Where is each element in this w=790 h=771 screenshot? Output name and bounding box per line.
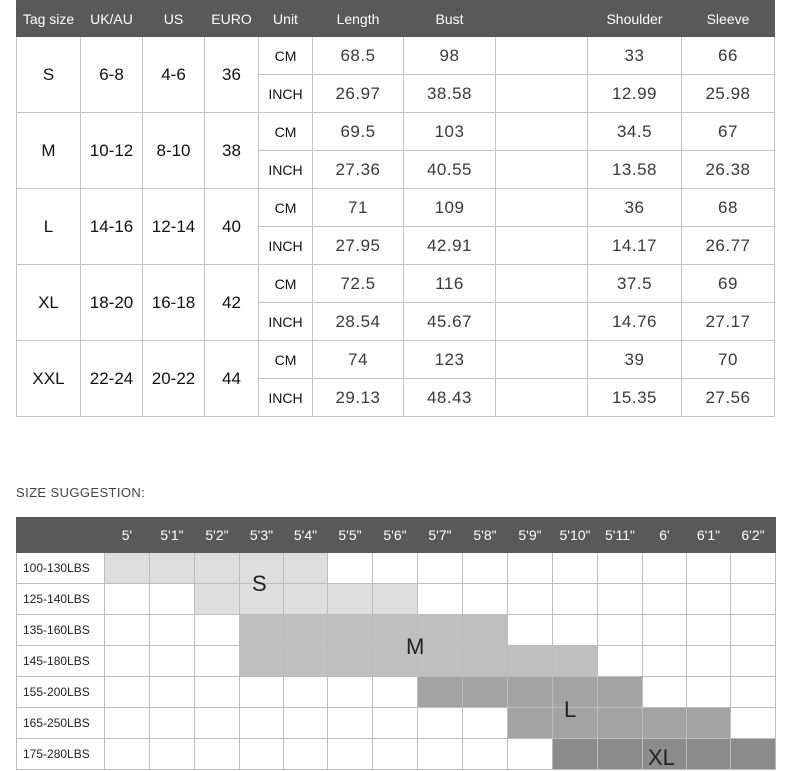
shoulder-cell: 12.99 [588,75,682,113]
height-header: 5'8" [463,518,508,553]
grid-cell-empty [373,739,418,770]
blank-cell [496,151,588,189]
grid-cell-empty [240,708,284,739]
grid-cell-empty [553,615,598,646]
height-header: 5'9" [508,518,553,553]
grid-cell-s [195,584,240,615]
grid-cell-xl [553,739,598,770]
us-size-cell: 4-6 [143,37,205,113]
grid-cell-empty [105,739,150,770]
bust-cell: 116 [404,265,496,303]
size-col-header: Unit [259,1,313,37]
grid-cell-l [463,677,508,708]
height-header: 5'5" [328,518,373,553]
grid-cell-empty [731,584,776,615]
weight-row [17,615,776,646]
sleeve-cell: 70 [682,341,775,379]
grid-cell-empty [687,646,731,677]
grid-cell-m [463,646,508,677]
shoulder-cell: 37.5 [588,265,682,303]
grid-cell-xl [598,739,643,770]
grid-cell-empty [463,708,508,739]
size-col-header: Sleeve [682,1,775,37]
euro-size-cell: 38 [205,113,259,189]
shoulder-cell: 39 [588,341,682,379]
grid-cell-s [284,553,328,584]
length-cell: 72.5 [313,265,404,303]
sleeve-cell: 26.77 [682,227,775,265]
bust-cell: 103 [404,113,496,151]
shoulder-cell: 33 [588,37,682,75]
grid-cell-empty [373,677,418,708]
height-header: 5' [105,518,150,553]
grid-cell-m [463,615,508,646]
size-col-header: Length [313,1,404,37]
bust-cell: 98 [404,37,496,75]
grid-cell-empty [328,553,373,584]
size-col-header: Bust [404,1,496,37]
height-header: 5'4" [284,518,328,553]
size-col-header: UK/AU [81,1,143,37]
grid-cell-l [687,708,731,739]
sleeve-cell: 67 [682,113,775,151]
unit-cell: INCH [259,379,313,417]
height-header: 6' [643,518,687,553]
uk-size-cell: 18-20 [81,265,143,341]
grid-cell-empty [687,615,731,646]
weight-row [17,553,776,584]
us-size-cell: 12-14 [143,189,205,265]
grid-cell-s [105,553,150,584]
blank-cell [496,265,588,303]
grid-cell-m [240,646,284,677]
size-col-header: EURO [205,1,259,37]
grid-cell-empty [284,739,328,770]
grid-cell-empty [195,739,240,770]
shoulder-cell: 34.5 [588,113,682,151]
grid-cell-empty [598,646,643,677]
size-row-cm [17,113,775,151]
weight-label: 145-180LBS [17,646,105,677]
bust-cell: 40.55 [404,151,496,189]
weight-row [17,584,776,615]
grid-cell-m [328,646,373,677]
grid-cell-empty [553,553,598,584]
height-header: 5'6" [373,518,418,553]
length-cell: 71 [313,189,404,227]
uk-size-cell: 6-8 [81,37,143,113]
grid-cell-empty [463,584,508,615]
grid-cell-empty [328,739,373,770]
grid-cell-empty [731,646,776,677]
size-tag-cell: XXL [17,341,81,417]
shoulder-cell: 14.76 [588,303,682,341]
grid-cell-empty [195,646,240,677]
grid-cell-empty [418,708,463,739]
unit-cell: CM [259,341,313,379]
grid-cell-empty [508,739,553,770]
uk-size-cell: 14-16 [81,189,143,265]
us-size-cell: 8-10 [143,113,205,189]
sleeve-cell: 25.98 [682,75,775,113]
grid-cell-s [373,584,418,615]
length-cell: 26.97 [313,75,404,113]
grid-cell-empty [328,677,373,708]
grid-cell-m [553,646,598,677]
bust-cell: 123 [404,341,496,379]
grid-cell-empty [598,553,643,584]
weight-label: 155-200LBS [17,677,105,708]
us-size-cell: 16-18 [143,265,205,341]
shoulder-cell: 15.35 [588,379,682,417]
blank-cell [496,379,588,417]
bust-cell: 42.91 [404,227,496,265]
grid-cell-empty [687,677,731,708]
grid-cell-empty [418,739,463,770]
sleeve-cell: 66 [682,37,775,75]
weight-label: 135-160LBS [17,615,105,646]
grid-cell-empty [284,708,328,739]
grid-cell-empty [418,553,463,584]
grid-cell-l [598,708,643,739]
grid-cell-empty [150,677,195,708]
length-cell: 27.95 [313,227,404,265]
grid-cell-empty [643,677,687,708]
grid-cell-empty [687,584,731,615]
grid-cell-empty [508,553,553,584]
height-header: 5'11" [598,518,643,553]
grid-cell-l [508,708,553,739]
grid-cell-empty [643,553,687,584]
blank-cell [496,303,588,341]
grid-cell-empty [150,646,195,677]
grid-cell-m [328,615,373,646]
sleeve-cell: 27.56 [682,379,775,417]
size-tag-cell: L [17,189,81,265]
grid-cell-empty [463,553,508,584]
grid-cell-empty [418,584,463,615]
height-header: 5'10" [553,518,598,553]
grid-cell-empty [328,708,373,739]
size-tag-cell: XL [17,265,81,341]
grid-cell-empty [463,739,508,770]
grid-cell-empty [643,615,687,646]
shoulder-cell: 14.17 [588,227,682,265]
grid-cell-empty [195,708,240,739]
grid-cell-m [508,646,553,677]
height-header: 5'3" [240,518,284,553]
blank-cell [496,227,588,265]
grid-cell-l [643,708,687,739]
weight-row [17,708,776,739]
zone-label-xl: XL [648,745,675,770]
size-tag-cell: M [17,113,81,189]
grid-cell-empty [508,615,553,646]
length-cell: 28.54 [313,303,404,341]
grid-cell-m [240,615,284,646]
bust-cell: 45.67 [404,303,496,341]
unit-cell: INCH [259,227,313,265]
length-cell: 29.13 [313,379,404,417]
weight-label: 125-140LBS [17,584,105,615]
zone-label-m: M [406,634,425,659]
grid-cell-empty [195,615,240,646]
grid-cell-empty [553,584,598,615]
grid-cell-s [328,584,373,615]
euro-size-cell: 42 [205,265,259,341]
weight-label: 100-130LBS [17,553,105,584]
blank-cell [496,189,588,227]
grid-cell-empty [598,584,643,615]
size-tag-cell: S [17,37,81,113]
size-chart-header-row [17,1,775,37]
uk-size-cell: 22-24 [81,341,143,417]
size-col-header: US [143,1,205,37]
grid-cell-empty [105,677,150,708]
size-row-cm [17,189,775,227]
bust-cell: 38.58 [404,75,496,113]
euro-size-cell: 40 [205,189,259,265]
weight-label: 175-280LBS [17,739,105,770]
grid-cell-empty [105,615,150,646]
zone-label-s: S [252,571,267,596]
size-chart-table [16,0,775,417]
size-row-cm [17,265,775,303]
size-row-cm [17,37,775,75]
grid-cell-empty [150,739,195,770]
shoulder-cell: 13.58 [588,151,682,189]
size-row-cm [17,341,775,379]
unit-cell: CM [259,265,313,303]
height-header: 6'1" [687,518,731,553]
unit-cell: INCH [259,151,313,189]
blank-cell [496,75,588,113]
grid-cell-empty [731,677,776,708]
bust-cell: 48.43 [404,379,496,417]
euro-size-cell: 36 [205,37,259,113]
grid-cell-empty [105,584,150,615]
grid-cell-s [284,584,328,615]
grid-cell-empty [373,553,418,584]
height-header: 6'2" [731,518,776,553]
height-header: 5'2" [195,518,240,553]
weight-label: 165-250LBS [17,708,105,739]
size-suggestion-title: SIZE SUGGESTION: [16,485,146,500]
unit-cell: CM [259,189,313,227]
grid-cell-empty [643,646,687,677]
grid-cell-l [418,677,463,708]
grid-cell-empty [598,615,643,646]
blank-cell [496,113,588,151]
size-col-header [496,1,588,37]
blank-cell [496,341,588,379]
length-cell: 27.36 [313,151,404,189]
weight-col-header [17,518,105,553]
zone-label-l: L [564,697,577,722]
grid-cell-empty [731,708,776,739]
sleeve-cell: 69 [682,265,775,303]
grid-cell-empty [687,553,731,584]
height-header: 5'1" [150,518,195,553]
sleeve-cell: 27.17 [682,303,775,341]
grid-cell-empty [240,677,284,708]
shoulder-cell: 36 [588,189,682,227]
grid-cell-m [284,615,328,646]
grid-cell-l [508,677,553,708]
grid-cell-s [150,553,195,584]
grid-cell-m [284,646,328,677]
grid-cell-empty [105,646,150,677]
unit-cell: INCH [259,303,313,341]
sleeve-cell: 68 [682,189,775,227]
grid-cell-empty [150,615,195,646]
length-cell: 74 [313,341,404,379]
weight-row [17,677,776,708]
blank-cell [496,37,588,75]
grid-cell-empty [731,553,776,584]
size-col-header: Shoulder [588,1,682,37]
grid-cell-empty [284,677,328,708]
suggestion-header-row [17,518,776,553]
us-size-cell: 20-22 [143,341,205,417]
grid-cell-empty [150,708,195,739]
grid-cell-empty [195,677,240,708]
unit-cell: INCH [259,75,313,113]
grid-cell-s [195,553,240,584]
grid-cell-empty [240,739,284,770]
size-col-header: Tag size [17,1,81,37]
grid-cell-l [598,677,643,708]
height-header: 5'7" [418,518,463,553]
grid-cell-empty [150,584,195,615]
size-suggestion-table [16,517,776,770]
euro-size-cell: 44 [205,341,259,417]
unit-cell: CM [259,113,313,151]
weight-row [17,646,776,677]
uk-size-cell: 10-12 [81,113,143,189]
grid-cell-empty [373,708,418,739]
grid-cell-empty [643,584,687,615]
grid-cell-empty [508,584,553,615]
grid-cell-xl [687,739,731,770]
unit-cell: CM [259,37,313,75]
sleeve-cell: 26.38 [682,151,775,189]
bust-cell: 109 [404,189,496,227]
length-cell: 69.5 [313,113,404,151]
grid-cell-empty [105,708,150,739]
grid-cell-xl [731,739,776,770]
grid-cell-empty [731,615,776,646]
length-cell: 68.5 [313,37,404,75]
